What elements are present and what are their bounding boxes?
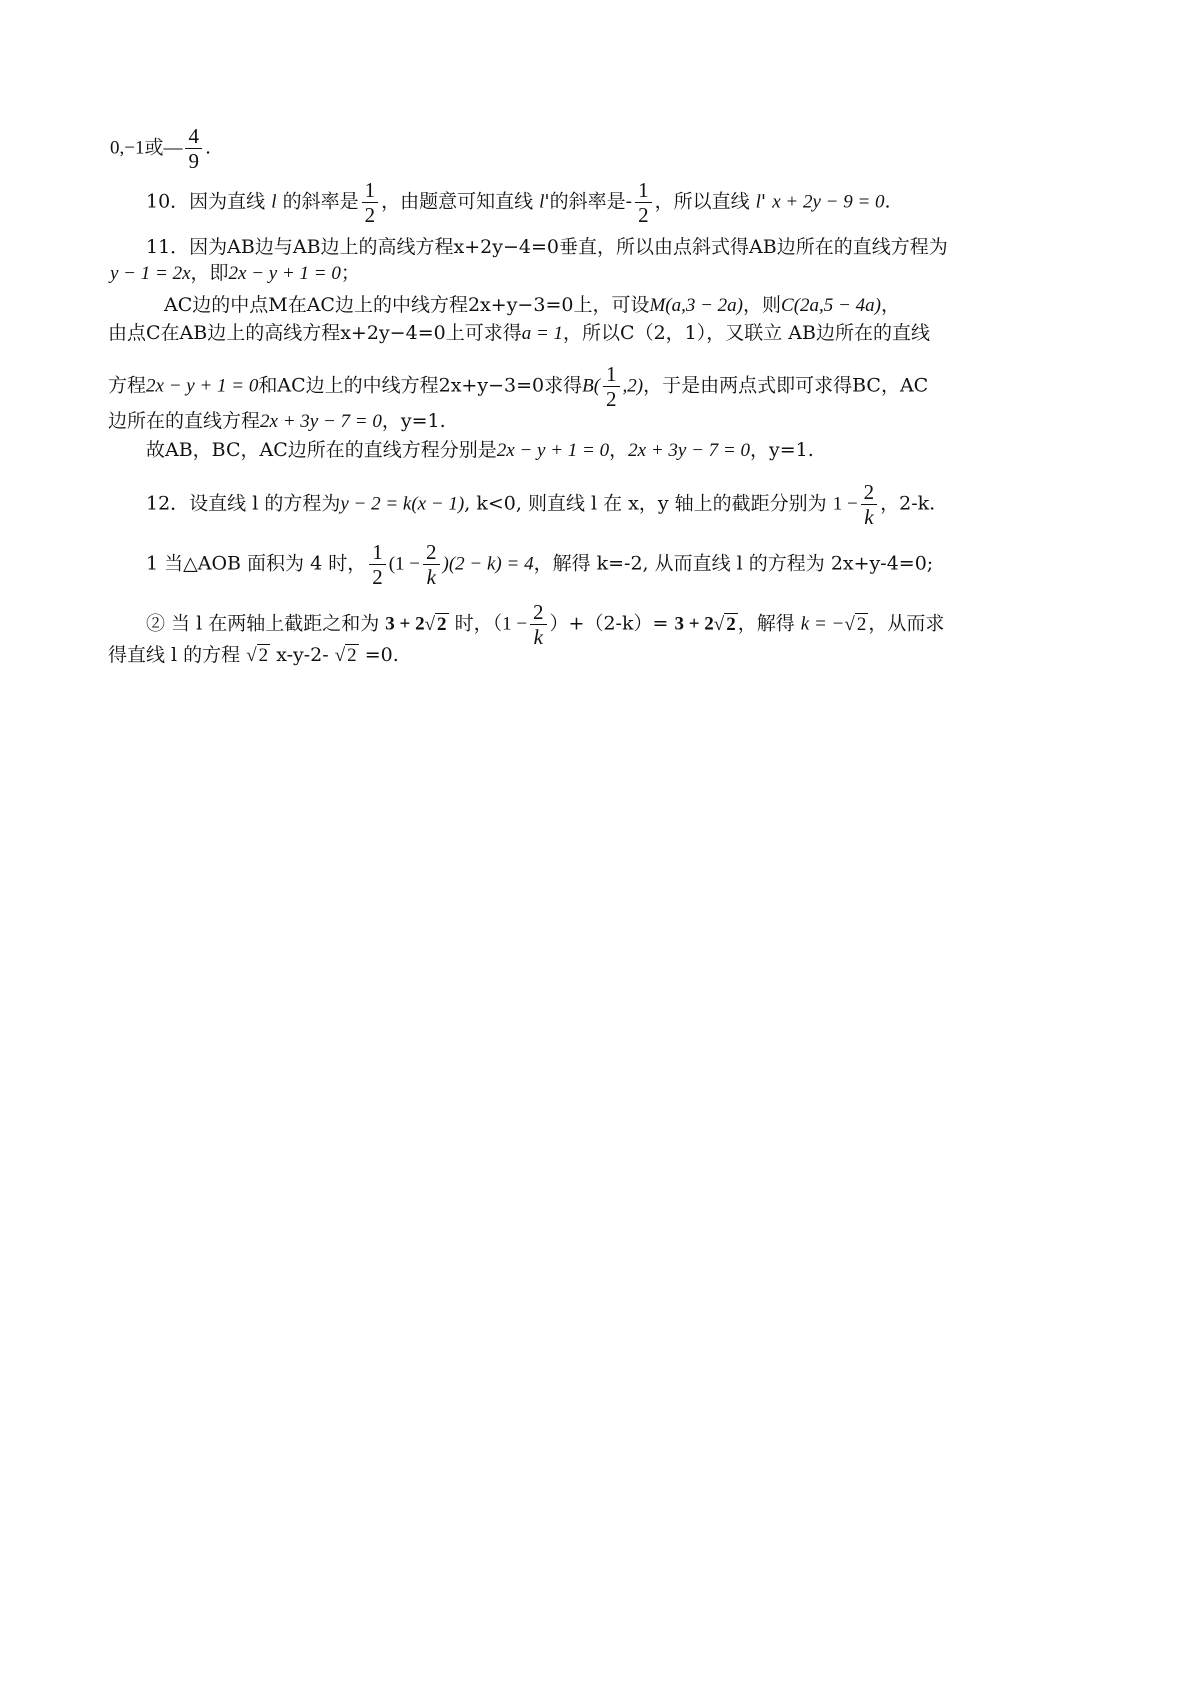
equation-l-prime: x + 2y − 9 = 0 xyxy=(772,191,885,213)
fraction-b-x: $\frac{1}{2}$ xyxy=(603,362,620,411)
problem-11-line-5: 方程2x − y + 1 = 0和AC边上的中线方程2x+y−3=0求得B( $\frac{1}{2}$ ,2)，于是由两点式即可求得BC，AC xyxy=(108,362,929,411)
case-2-line-2: 得直线 l 的方程 √ 2 x-y-2- √ 2 =0. xyxy=(108,642,399,669)
fraction-one-half: $\frac{1}{2}$ xyxy=(362,178,379,227)
case-1: 1 当△AOB 面积为 4 时， $\frac{1}{2}$ (1 − $\frac{2}{k}$ )(2 − k) = 4，解得 k=-2, 从而直线 l 的方程为 2x+y-4=0; xyxy=(146,540,934,589)
fraction-2-k-3: $\frac{2}{k}$ xyxy=(530,600,547,649)
answer-line-9: 0,−1或— $\frac{4}{9}$ . xyxy=(110,124,212,173)
problem-11-line-7: 故AB，BC，AC边所在的直线方程分别是2x − y + 1 = 0，2x + 3y − 7 = 0，y=1. xyxy=(146,439,814,461)
problem-12: 12．设直线 l 的方程为y − 2 = k(x − 1), k<0, 则直线 l 在 x，y 轴上的截距分别为 1 − $\frac{2}{k}$ ，2-k. xyxy=(146,480,936,529)
sqrt-2e: √ 2 xyxy=(334,645,357,666)
fraction-2-k-2: $\frac{2}{k}$ xyxy=(423,540,440,589)
problem-11-line-1: 11．因为AB边与AB边上的高线方程x+2y−4=0垂直，所以由点斜式得AB边所在的直线方程为 xyxy=(146,236,948,258)
problem-11-line-3: AC边的中点M在AC边上的中线方程2x+y−3=0上，可设M(a,3 − 2a)，则C(2a,5 − 4a)， xyxy=(164,294,900,316)
problem-11-line-6: 边所在的直线方程2x + 3y − 7 = 0，y=1. xyxy=(108,410,446,432)
sqrt-2: √ 2 xyxy=(424,613,447,635)
sqrt-2c: √ 2 xyxy=(844,613,867,635)
problem-11-line-4: 由点C在AB边上的高线方程x+2y−4=0上可求得a = 1，所以C（2，1），又联立 AB边所在的直线 xyxy=(108,322,930,344)
sqrt-2d: √ 2 xyxy=(246,645,269,666)
fraction-one-half-2: $\frac{1}{2}$ xyxy=(635,178,652,227)
answer-9-text: 0,−1或— xyxy=(110,137,183,159)
problem-11-line-2: y − 1 = 2x，即2x − y + 1 = 0； xyxy=(110,262,360,284)
fraction-4-9: $\frac{4}{9}$ xyxy=(185,124,202,173)
problem-10: 10．因为直线 l 的斜率是 $\frac{1}{2}$ ，由题意可知直线 l'的斜率是- $\frac{1}{2}$ ，所以直线 l' x + 2y − 9 = 0. xyxy=(146,178,891,227)
case-2: ② 当 l 在两轴上截距之和为 3 + 2√ 2 时，（1 − $\frac{2}{k}$ ）+（2-k）= 3 + 2√ 2 ，解得 k = −√ 2 ，从而求 xyxy=(146,600,945,649)
sqrt-2b: √ 2 xyxy=(713,613,736,635)
fraction-2-k: $\frac{2}{k}$ xyxy=(861,480,878,529)
fraction-one-half-3: $\frac{1}{2}$ xyxy=(369,540,386,589)
